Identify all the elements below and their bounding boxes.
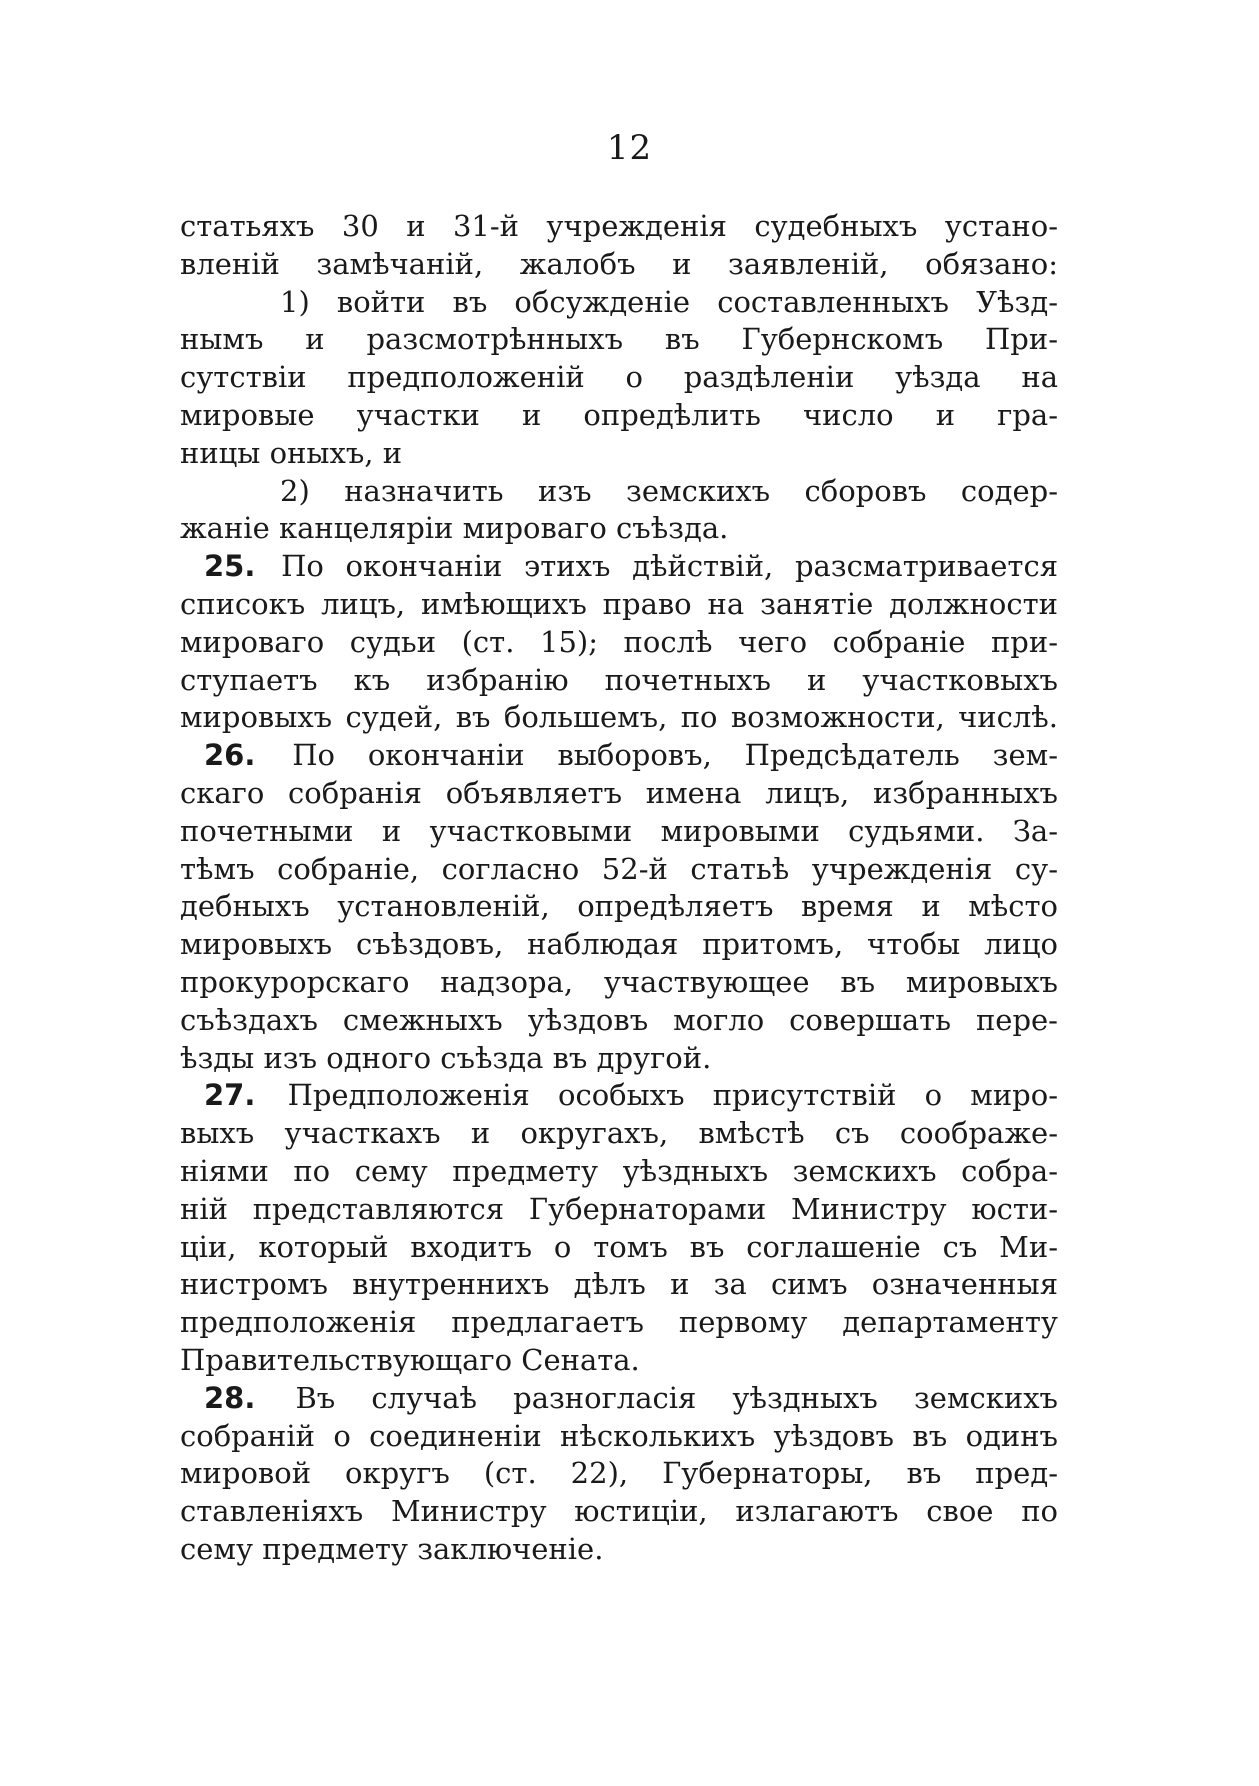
list-item-line: мировые участки и опредѣлить число и гра- [180,397,1058,432]
article-line: списокъ лицъ, имѣющихъ право на занятіе должности [180,586,1058,621]
article-first-line [180,1077,1058,1115]
article-line: выхъ участкахъ и округахъ, вмѣстѣ съ соображе- [180,1116,1058,1151]
article-text: По окончаніи этихъ дѣйствій, разсматривается [281,549,1058,584]
article-line: ступаетъ къ избранію почетныхъ и участковыхъ [180,662,1058,697]
article-line: скаго собранія объявляетъ имена лицъ, избранныхъ [180,775,1058,810]
list-item-line: 1) войти въ обсужденіе составленныхъ Уѣзд- [280,284,1058,319]
article-number: 28. [204,1380,256,1415]
article-line: съѣздахъ смежныхъ уѣздовъ могло совершать пере- [180,1002,1058,1037]
article-first-line [180,737,1058,775]
text-line: статьяхъ 30 и 31-й учрежденія судебныхъ устано- [180,209,1058,243]
article-first-line [180,1380,1058,1418]
list-item-line: нымъ и разсмотрѣнныхъ въ Губернскомъ При- [180,322,1058,357]
article-number: 26. [204,738,256,773]
article-line: прокурорскаго надзора, участвующее въ мировыхъ [180,964,1058,999]
body-text [180,208,1058,1569]
list-item-line: жаніе канцеляріи мироваго съѣзда. [180,511,729,546]
article-line: нистромъ внутреннихъ дѣлъ и за симъ означенныя [180,1267,1058,1302]
article-line: почетными и участковыми мировыми судьями. За- [180,813,1058,848]
list-item-line: 2) назначить изъ земскихъ сборовъ содер- [280,473,1058,508]
article-line: ставленіяхъ Министру юстиціи, излагаютъ свое по [180,1494,1058,1529]
article-text: Въ случаѣ разногласія уѣздныхъ земскихъ [295,1380,1058,1415]
list-item-line: ницы оныхъ, и [180,435,403,470]
article-line: Правительствующаго Сената. [180,1342,640,1377]
article-text: По окончаніи выборовъ, Предсѣдатель зем- [292,738,1058,773]
article-number: 27. [204,1078,256,1113]
page-number: 12 [606,128,653,168]
article-line: предположенія предлагаетъ первому департаменту [180,1305,1058,1340]
article-line: дебныхъ установленій, опредѣляетъ время и мѣсто [180,889,1058,924]
article-first-line [180,548,1058,586]
article-line: мировой округъ (ст. 22), Губернаторы, въ пред- [180,1456,1058,1491]
article-line: мировыхъ судей, въ большемъ, по возможности, числѣ. [180,700,1058,735]
article-line: ніями по сему предмету уѣздныхъ земскихъ собра- [180,1153,1058,1188]
article-line: ѣзды изъ одного съѣзда въ другой. [180,1040,712,1075]
article-line: ціи, который входитъ о томъ въ соглашеніе съ Ми- [180,1229,1058,1264]
article-number: 25. [204,549,256,584]
article-text: Предположенія особыхъ присутствій о миро- [287,1078,1058,1113]
list-item-line: сутствіи предположеній о раздѣленіи уѣзда на [180,360,1058,395]
article-line: мировыхъ съѣздовъ, наблюдая притомъ, чтобы лицо [180,927,1058,962]
article-line: тѣмъ собраніе, согласно 52-й статьѣ учрежденія су- [180,851,1058,886]
article-line: сему предмету заключеніе. [180,1531,604,1566]
text-line: вленій замѣчаній, жалобъ и заявленій, обязано: [180,246,1058,281]
article-line: ній представляются Губернаторами Министру юсти- [180,1191,1058,1226]
article-line: мироваго судьи (ст. 15); послѣ чего собраніе при- [180,624,1058,659]
article-line: собраній о соединеніи нѣсколькихъ уѣздовъ въ одинъ [180,1418,1058,1453]
